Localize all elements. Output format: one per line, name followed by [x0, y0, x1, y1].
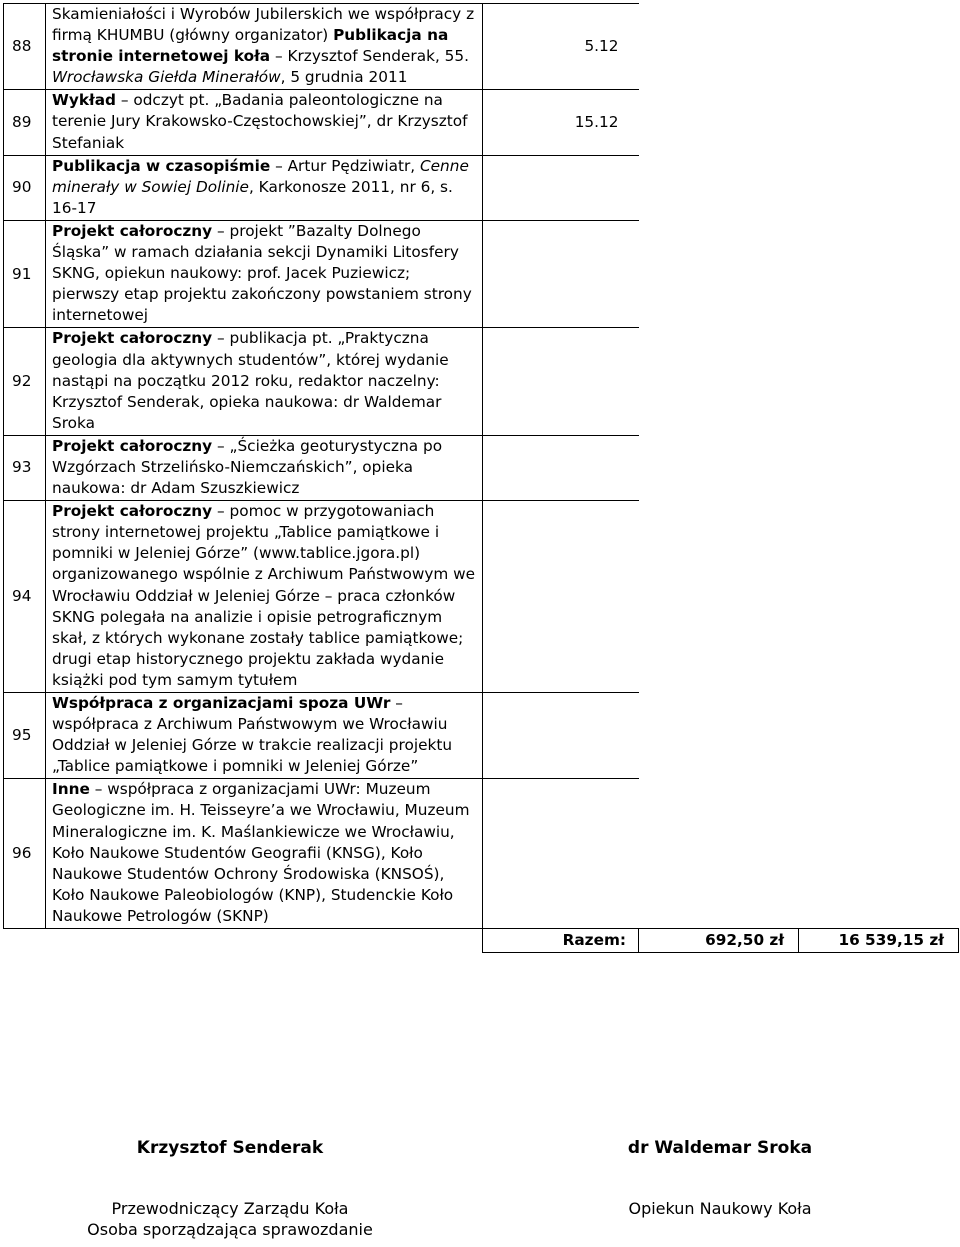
row-description: [46, 779, 483, 929]
description-fragment: – Krzysztof Senderak, 55.: [270, 47, 469, 66]
row-date: [483, 155, 639, 220]
row-number: 94: [4, 501, 46, 693]
report-table: [3, 3, 959, 953]
description-fragment: – „Ścieżka geoturystyczna po Wzgórzach Strzelińsko-Niemczańskich”, opieka naukowa: dr Adam Szuszkiewicz: [52, 436, 443, 498]
description-fragment: , 5 grudnia 2011: [280, 68, 408, 87]
signature-left-role-2: Osoba sporządzająca sprawozdanie: [87, 1220, 373, 1239]
description-fragment: Projekt całoroczny: [52, 436, 213, 455]
description-fragment: Współpraca z organizacjami spoza UWr: [52, 694, 391, 712]
description-fragment: Projekt całoroczny: [52, 502, 213, 521]
empty-area: [639, 4, 959, 929]
row-number: 90: [4, 155, 46, 220]
row-description: [46, 4, 483, 90]
description-fragment: Skamieniałości i Wyrobów Jubilerskich we współpracy z firmą KHUMBU (główny organizator): [52, 5, 475, 45]
row-date: [483, 220, 639, 327]
report-rows: [4, 4, 959, 929]
description-fragment: – odczyt pt. „Badania paleontologiczne na terenie Jury Krakowsko-Częstochowskiej”, dr Krzysztof Stefaniak: [52, 91, 468, 152]
description-fragment: Publikacja na stronie internetowej koła: [52, 26, 449, 66]
row-date: [483, 435, 639, 500]
description-fragment: Wrocławska Giełda Minerałów: [52, 68, 281, 87]
description-fragment: – współpraca z organizacjami UWr: Muzeum Geologiczne im. H. Teisseyre’a we Wrocławiu, Muzeum Mineralogiczne im. K. Maślankiewicze we Wrocławiu, Koło Naukowe Studentów Geografii (KNSG), Koło Naukowe Studentów Ochrony Środowiska (KNSOŚ), Koło Naukowe Paleobiologów (KNP), Studenckie Koło Naukowe Petrologów (SKNP): [52, 780, 470, 925]
row-description: [46, 220, 483, 327]
row-date: [483, 501, 639, 693]
signature-right-role: Opiekun Naukowy Koła: [628, 1199, 812, 1218]
row-description: [46, 155, 483, 220]
row-date: 5.12: [483, 4, 639, 90]
description-fragment: Projekt całoroczny: [52, 329, 213, 348]
row-description: [46, 501, 483, 693]
row-description: [46, 693, 483, 779]
row-number: 96: [4, 779, 46, 929]
row-description: [46, 90, 483, 155]
description-fragment: Wykład: [52, 91, 116, 110]
totals-value-2: 16 539,15 zł: [799, 929, 959, 953]
signature-left-role: Przewodniczący Zarządu Koła: [111, 1199, 349, 1218]
signature-right: [555, 1138, 885, 1219]
signature-left-name: Krzysztof Senderak: [136, 1138, 324, 1158]
description-fragment: – pomoc w przygotowaniach strony internetowej projektu „Tablice pamiątkowe i pomniki w Jeleniej Górze” (www.tablice.jgora.pl) organizowanego wspólnie z Archiwum Państwowym we Wrocławiu Oddział w Jeleniej Górze – praca członków SKNG polegała na analizie i opisie petrograficznym skał, z których wykonane zostały tablice pamiątkowe; drugi etap historycznego projektu zakłada wydanie książki pod tym samym tytułem: [52, 502, 476, 689]
description-fragment: – Artur Pędziwiatr,: [270, 156, 420, 175]
signature-right-name: dr Waldemar Sroka: [627, 1138, 813, 1158]
description-fragment: Cenne minerały w Sowiej Dolinie: [52, 156, 469, 196]
description-fragment: , Karkonosze 2011, nr 6, s. 16-17: [52, 177, 453, 217]
description-fragment: Inne: [52, 780, 90, 799]
signature-left: [65, 1138, 395, 1240]
row-description: [46, 328, 483, 435]
row-date: [483, 779, 639, 929]
row-number: 88: [4, 4, 46, 90]
description-fragment: – projekt ”Bazalty Dolnego Śląska” w ramach działania sekcji Dynamiki Litosfery SKNG, opiekun naukowy: prof. Jacek Puziewicz; pierwszy etap projektu zakończony powstaniem strony internetowej: [52, 221, 472, 325]
row-description: [46, 435, 483, 500]
totals-label: Razem:: [483, 929, 639, 953]
row-date: 15.12: [483, 90, 639, 155]
description-fragment: – współpraca z Archiwum Państwowym we Wrocławiu Oddział w Jeleniej Górze w trakcie realizacji projektu „Tablice pamiątkowe i pomniki w Jeleniej Górze”: [52, 694, 453, 776]
row-number: 95: [4, 693, 46, 779]
row-date: [483, 693, 639, 779]
row-number: 91: [4, 220, 46, 327]
description-fragment: – publikacja pt. „Praktyczna geologia dla aktywnych studentów”, której wydanie nastąpi na początku 2012 roku, redaktor naczelny: Krzysztof Senderak, opieka naukowa: dr Waldemar Sroka: [52, 329, 449, 432]
row-date: [483, 328, 639, 435]
totals-value-1: 692,50 zł: [639, 929, 799, 953]
description-fragment: Publikacja w czasopiśmie: [52, 156, 271, 175]
row-number: 89: [4, 90, 46, 155]
table-row: [4, 4, 959, 90]
description-fragment: Projekt całoroczny: [52, 221, 213, 240]
totals-row: [4, 929, 959, 953]
row-number: 93: [4, 435, 46, 500]
row-number: 92: [4, 328, 46, 435]
